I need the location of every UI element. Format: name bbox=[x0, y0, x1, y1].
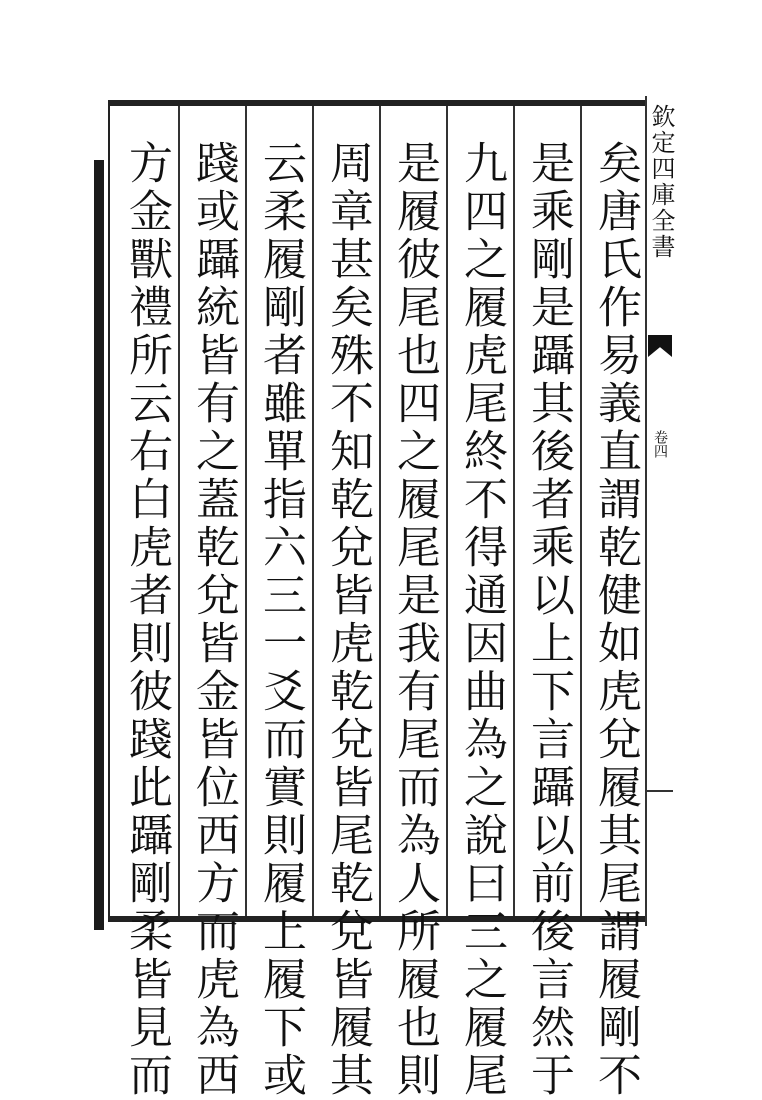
column-rule bbox=[379, 106, 381, 916]
margin-book-title: 欽定四庫全書 bbox=[647, 104, 675, 260]
text-column-3: 九四之履虎尾終不得通因曲為之說曰三之履尾 bbox=[456, 140, 507, 1100]
column-rule bbox=[446, 106, 448, 916]
column-rule bbox=[178, 106, 180, 916]
margin-juan-label: 卷四 bbox=[652, 430, 668, 458]
text-column-1: 矣唐氏作易義直謂乾健如虎兌履其尾謂履剛不 bbox=[590, 140, 641, 1100]
column-rule bbox=[245, 106, 247, 916]
text-column-7: 踐或躡統皆有之蓋乾兌皆金皆位西方而虎為西 bbox=[188, 140, 239, 1100]
text-column-8: 方金獸禮所云右白虎者則彼踐此躡剛柔皆見而 bbox=[121, 140, 172, 1100]
text-column-2: 是乘剛是躡其後者乘以上下言躡以前後言然于 bbox=[523, 140, 574, 1100]
column-rule bbox=[580, 106, 582, 916]
column-rule bbox=[312, 106, 314, 916]
margin-bottom-rule bbox=[645, 790, 673, 792]
column-rule bbox=[513, 106, 515, 916]
text-column-5: 周章甚矣殊不知乾兌皆虎乾兌皆尾乾兌皆履其 bbox=[322, 140, 373, 1100]
frame-left-border bbox=[94, 160, 104, 930]
frame-inner-left-rule bbox=[108, 106, 110, 916]
text-column-6: 云柔履剛者雖單指六三一爻而實則履上履下或 bbox=[255, 140, 306, 1100]
text-column-4: 是履彼尾也四之履尾是我有尾而為人所履也則 bbox=[389, 140, 440, 1100]
